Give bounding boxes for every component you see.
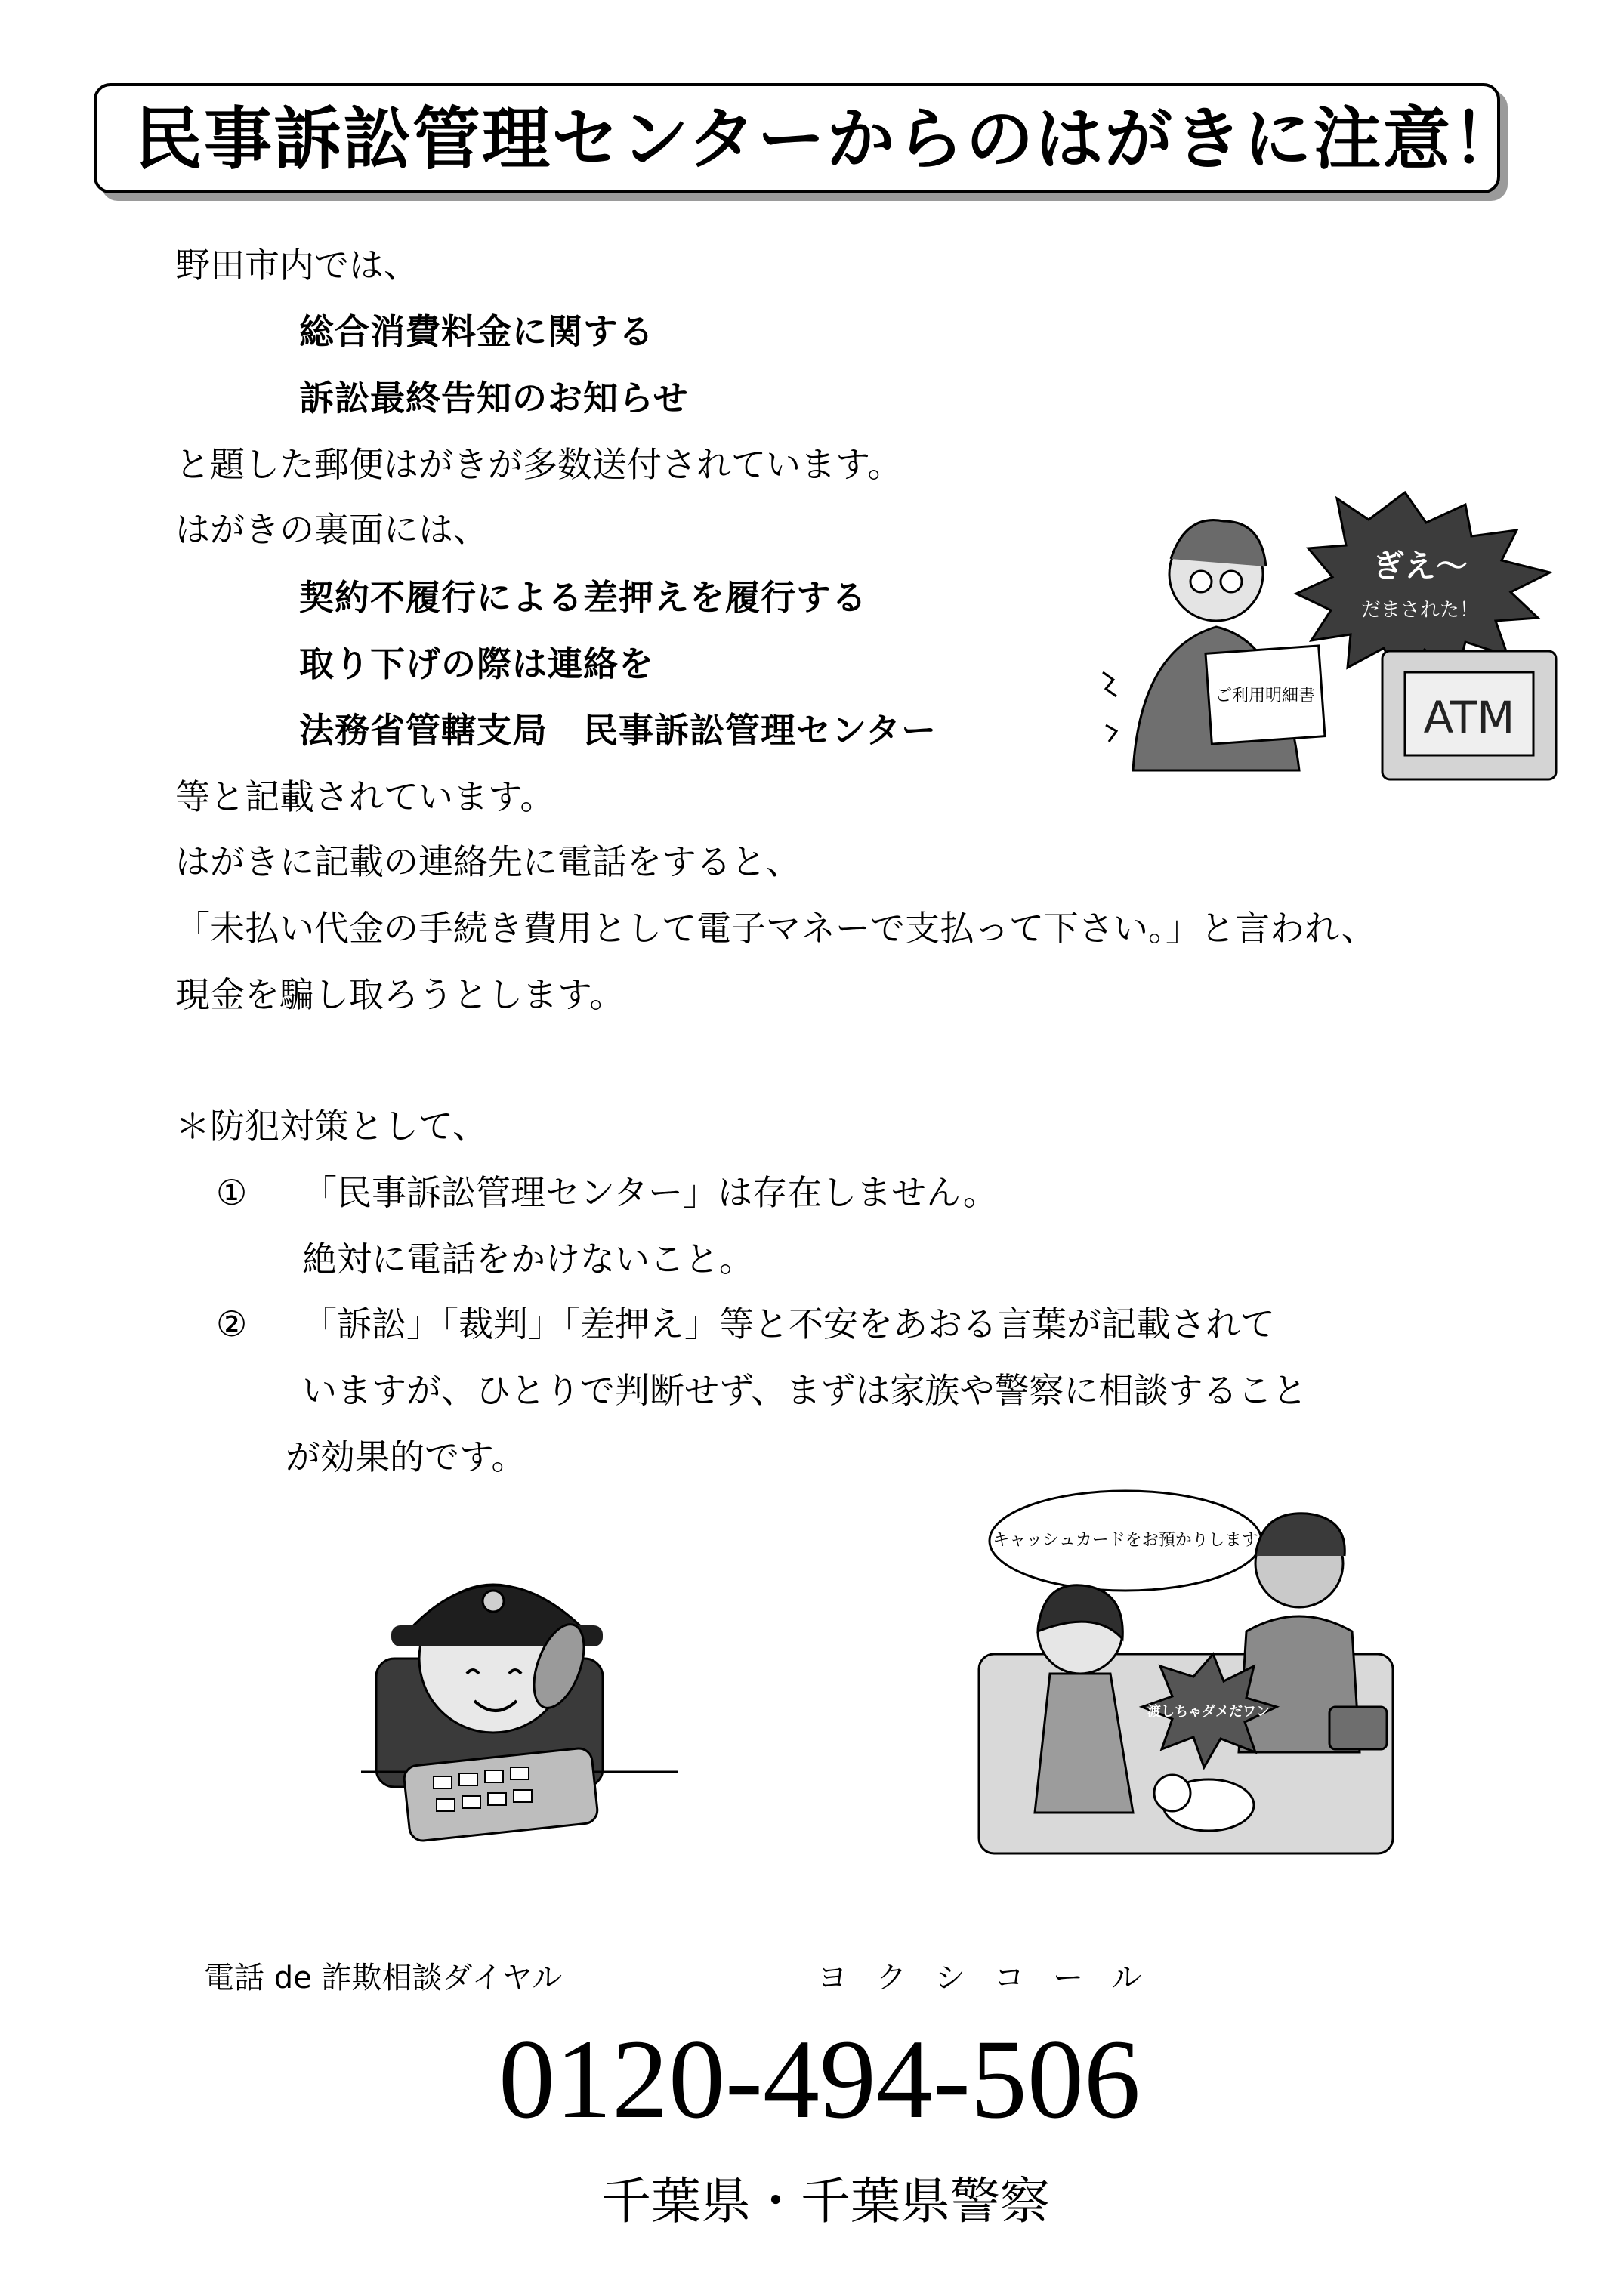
- measures-heading: ＊防犯対策として、: [175, 1106, 488, 1146]
- scammer-speech-text: キャッシュカードをお預かりします: [993, 1531, 1258, 1550]
- quote-line: 「未払い代金の手続き費用として電子マネーで支払って下さい。」と言われ、: [175, 908, 1376, 949]
- title-box: [94, 83, 1522, 193]
- back-side-line: はがきの裏面には、: [175, 509, 488, 550]
- measure-2-line-1: 「訴訟」「裁判」「差押え」等と不安をあおる言葉が記載されて: [302, 1304, 1275, 1344]
- measure-2-number: ②: [216, 1304, 248, 1344]
- back-text-line-2: 取り下げの際は連絡を: [299, 643, 654, 684]
- issuer: 千葉県・千葉県警察: [601, 2172, 1050, 2230]
- intro-text: 野田市内では、: [175, 245, 418, 285]
- back-text-line-1: 契約不履行による差押えを履行する: [299, 577, 867, 618]
- atm-victim-illustration: [1088, 483, 1571, 785]
- measure-1-line-1: 「民事訴訟管理センター」は存在しません。: [302, 1172, 998, 1213]
- phone-number[interactable]: 0120-494-506: [499, 2017, 1141, 2142]
- postcard-title-line-2: 訴訟最終告知のお知らせ: [299, 378, 689, 418]
- postcard-title-line-1: 総合消費料金に関する: [299, 311, 654, 352]
- measure-1-line-2: 絶対に電話をかけないこと。: [302, 1239, 754, 1279]
- measure-2-line-2: いますが、ひとりで判断せず、まずは家族や警察に相談すること: [302, 1370, 1308, 1411]
- atm-bubble-subtext: だまされた！: [1360, 599, 1480, 622]
- atm-bubble-text: ぎえ～: [1372, 548, 1468, 585]
- measure-2-line-3: が効果的です。: [286, 1437, 526, 1477]
- back-text-line-3: 法務省管轄支局 民事訴訟管理センター: [299, 710, 937, 751]
- atm-slip-text: ご利用明細書: [1215, 687, 1316, 705]
- cash-card-scam-illustration: [974, 1480, 1397, 1858]
- call-line: はがきに記載の連絡先に電話をすると、: [175, 841, 801, 882]
- dial-label: 電話 de 詐欺相談ダイヤル: [204, 1961, 563, 1995]
- warning-text: 渡しちゃダメだワン: [1147, 1704, 1270, 1720]
- scam-line: 現金を騙し取ろうとします。: [175, 974, 625, 1015]
- atm-label: ATM: [1423, 692, 1515, 743]
- phone-ruby: ヨクシコール: [817, 1961, 1171, 1995]
- measure-1-number: ①: [216, 1172, 248, 1213]
- police-officer-illustration: [361, 1545, 678, 1847]
- stated-line: 等と記載されています。: [175, 776, 555, 817]
- page-title: 民事訴訟管理センターからのはがきに注意！: [134, 100, 1522, 179]
- sent-line: と題した郵便はがきが多数送付されています。: [175, 444, 903, 485]
